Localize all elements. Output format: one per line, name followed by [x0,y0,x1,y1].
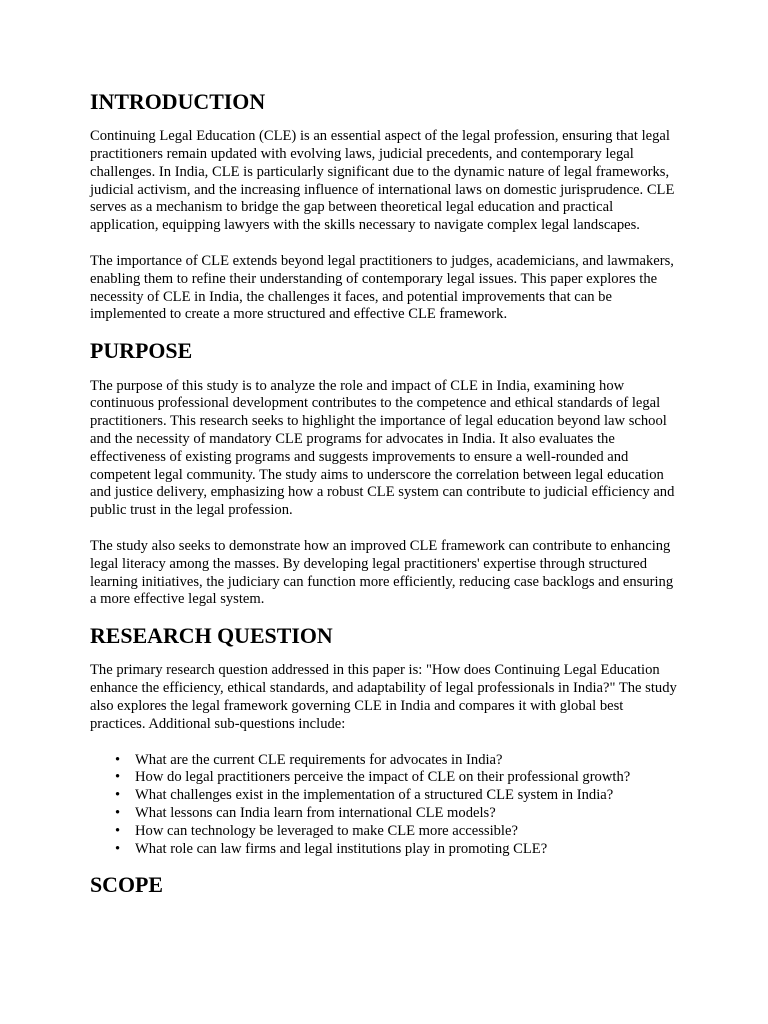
bullet-icon: • [115,822,121,839]
document-page [90,89,680,898]
list-item-text: How do legal practitioners perceive the impact of CLE on their professional growth? [135,769,631,786]
list-item [115,805,680,823]
list-item [115,822,680,841]
list-item-text: How can technology be leveraged to make CLE more accessible? [135,822,518,839]
heading-research-question: RESEARCH QUESTION [90,623,333,649]
bullet-icon: • [115,840,121,857]
list-item-text: What role can law firms and legal institutions play in promoting CLE? [135,840,548,857]
list-item-text: What challenges exist in the implementation of a structured CLE system in India? [135,787,614,804]
heading-scope: SCOPE [90,872,163,898]
bullet-icon: • [115,787,121,804]
research-question-paragraph: The primary research question addressed in this paper is: "How does Continuing Legal Education enhance the efficiency, ethical standards, and adaptability of legal professionals in India?" The study also explores the legal framework governing CLE in India and compares it with global best practices. Additional sub-questions include: [90,662,677,732]
list-item-text: What lessons can India learn from international CLE models? [135,805,496,821]
list-item [115,840,680,859]
sub-questions-list [90,752,680,859]
list-item [115,787,680,805]
list-item-text: What are the current CLE requirements for advocates in India? [135,751,503,768]
introduction-paragraph-2: The importance of CLE extends beyond legal practitioners to judges, academicians, and lawmakers, enabling them to refine their understanding of contemporary legal issues. This paper explores the necessity of CLE in India, the challenges it faces, and potential improvements that can be implemented to create a more structured and effective CLE framework. [90,253,674,323]
heading-introduction: INTRODUCTION [90,89,266,114]
list-item [115,751,680,770]
bullet-icon: • [115,769,121,786]
purpose-paragraph-1: The purpose of this study is to analyze the role and impact of CLE in India, examining how continuous professional development contributes to the competence and ethical standards of legal practitioners. This research seeks to highlight the importance of legal education beyond law school and the necessity of mandatory CLE programs for advocates in India. It also evaluates the effectiveness of existing programs and suggests improvements to ensure a well-rounded and competent legal community. The study aims to underscore the correlation between legal education and justice delivery, emphasizing how a robust CLE system can contribute to judicial efficiency and public trust in the legal profession. [90,377,675,519]
list-item [115,769,680,787]
bullet-icon: • [115,805,121,821]
bullet-icon: • [115,751,121,768]
heading-purpose: PURPOSE [90,338,193,364]
introduction-paragraph-1: Continuing Legal Education (CLE) is an essential aspect of the legal profession, ensuring that legal practitioners remain updated with evolving laws, judicial precedents, and contemporary legal challenges. In India, CLE is particularly significant due to the dynamic nature of legal frameworks, judicial activism, and the increasing influence of international laws on domestic jurisprudence. CLE serves as a mechanism to bridge the gap between theoretical legal education and practical application, equipping lawyers with the skills necessary to navigate complex legal landscapes. [90,128,675,234]
purpose-paragraph-2: The study also seeks to demonstrate how an improved CLE framework can contribute to enhancing legal literacy among the masses. By developing legal practitioners' expertise through structured learning initiatives, the judiciary can function more efficiently, reducing case backlogs and ensuring a more effective legal system. [90,537,674,608]
